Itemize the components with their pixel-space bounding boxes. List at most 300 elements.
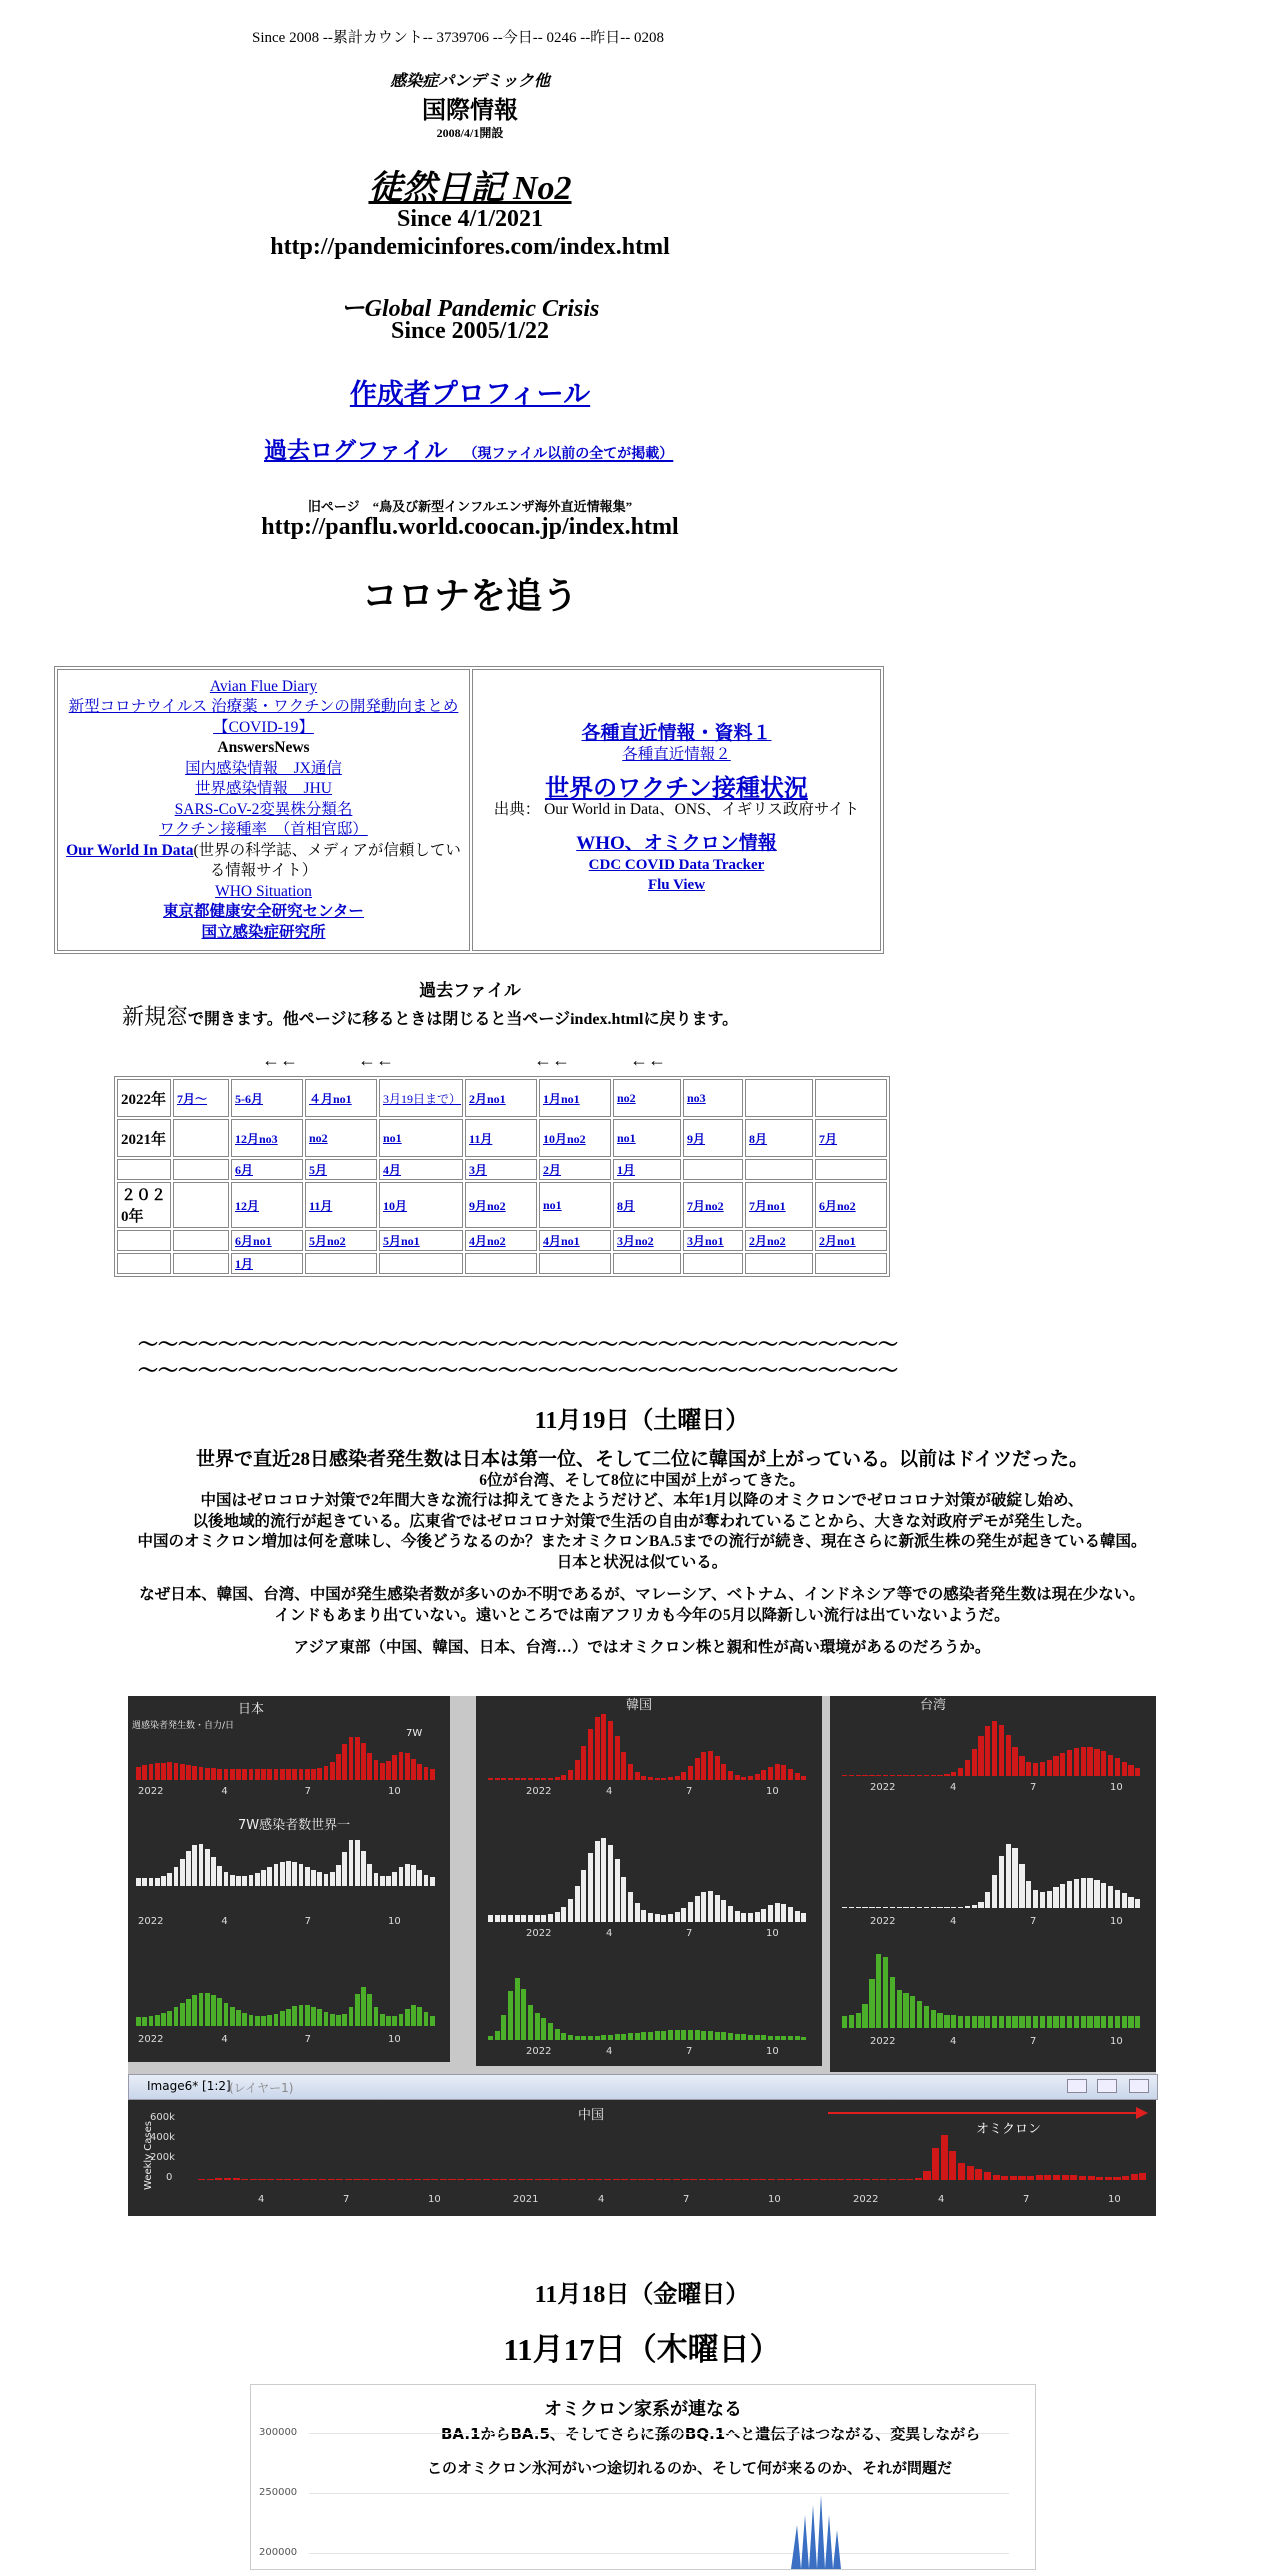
archive-row <box>117 1253 887 1274</box>
korea-bar <box>581 1746 586 1780</box>
korea-green-bar <box>768 2036 773 2040</box>
taiwan-white-bar <box>1081 1878 1086 1908</box>
image-window-titlebar[interactable] <box>128 2074 1158 2100</box>
archive-row <box>117 1119 887 1157</box>
korea-bar <box>721 1764 726 1780</box>
korea-green-bar <box>541 2018 546 2040</box>
korea-white-bar <box>801 1913 806 1922</box>
taiwan-green-bar <box>869 1979 874 2028</box>
archive-link[interactable]: 1月no1 <box>543 1091 580 1106</box>
taiwan-bar <box>951 1772 956 1776</box>
china-bar <box>543 2179 550 2180</box>
link-world-vaccine[interactable]: 世界のワクチン接種状況 <box>545 776 808 803</box>
china-bar <box>1139 2173 1146 2180</box>
korea-bar <box>661 1778 666 1780</box>
vaccine-source: 出典： Our World in Data、ONS、イギリス政府サイト <box>493 800 860 818</box>
taiwan-white-bar <box>849 1907 854 1908</box>
japan-death-bar <box>161 2013 166 2026</box>
korea-bar <box>601 1714 606 1780</box>
korea-green-bar <box>755 2035 760 2040</box>
archive-cell <box>231 1182 303 1228</box>
archive-link[interactable]: no2 <box>617 1090 636 1105</box>
archive-link[interactable]: 5月no1 <box>383 1234 420 1248</box>
archive-link[interactable]: 3月 <box>469 1163 488 1177</box>
japan-title: 日本 <box>238 1702 265 1717</box>
china-x-label: 10 <box>428 2194 441 2205</box>
taiwan-green-bar <box>1094 2016 1099 2028</box>
korea-bar <box>628 1764 633 1780</box>
archive-cell <box>683 1230 743 1251</box>
arrow-left-1: ←← <box>262 1050 298 1070</box>
nov19-line-1: 世界で直近28日感染者発生数は日本は第一位、そして二位に韓国が上がっている。以前はドイツだった。 <box>195 1449 1089 1470</box>
taiwan-white-bar <box>890 1907 895 1908</box>
china-bar <box>457 2179 464 2180</box>
korea-bar <box>741 1777 746 1780</box>
japan-bar <box>367 1753 372 1780</box>
archive-link[interactable]: 4月no1 <box>543 1234 580 1248</box>
china-bar <box>699 2179 706 2180</box>
link-variant-names[interactable]: SARS-CoV-2変異株分類名 <box>174 800 353 818</box>
korea-green-bar <box>595 2036 600 2040</box>
archive-link[interactable]: 12月no3 <box>235 1131 278 1146</box>
china-bar <box>794 2179 801 2180</box>
china-bar <box>768 2179 775 2180</box>
korea-white-bar <box>495 1915 500 1922</box>
korea-green-x-label: 10 <box>766 2046 779 2057</box>
japan-death-bar <box>192 1995 197 2026</box>
world-bar <box>236 1876 241 1886</box>
japan-death-bar <box>355 1994 360 2026</box>
korea-white-bar <box>788 1907 793 1922</box>
china-bar <box>733 2179 740 2180</box>
taiwan-white-bar <box>937 1907 942 1908</box>
archive-link[interactable]: 7月 <box>819 1131 838 1146</box>
korea-white-bar <box>521 1915 526 1922</box>
archive-link[interactable]: no1 <box>383 1130 402 1145</box>
korea-green-bar <box>715 2032 720 2040</box>
china-x-label: 7 <box>683 2194 690 2205</box>
korea-white-bar <box>675 1912 680 1922</box>
archive-link[interactable]: 4月 <box>383 1163 402 1177</box>
taiwan-green-bar <box>1006 2016 1011 2028</box>
gpc-text: ーGlobal Pandemic Crisis <box>340 296 600 322</box>
world-x-label: 7 <box>304 1916 312 1927</box>
taiwan-white-bar <box>965 1906 970 1908</box>
korea-white-bar <box>701 1892 706 1922</box>
profile-link[interactable]: 作成者プロフィール <box>349 379 591 409</box>
taiwan-bar <box>1060 1753 1065 1776</box>
links-left-cell <box>57 669 470 951</box>
archive-link[interactable]: 7月no1 <box>749 1198 786 1213</box>
korea-white-bar <box>748 1913 753 1922</box>
china-bar <box>993 2175 1000 2180</box>
archive-cell <box>815 1253 887 1274</box>
taiwan-white-bar <box>978 1902 983 1908</box>
korea-white-bar <box>648 1913 653 1922</box>
taiwan-x-label: 2022 <box>870 1782 896 1793</box>
korea-green-bar <box>568 2035 573 2040</box>
china-y-0: 0 <box>166 2172 173 2183</box>
owid-note-2: る情報サイト） <box>209 862 318 880</box>
archive-link[interactable]: 10月no2 <box>543 1131 586 1146</box>
link-niid[interactable]: 国立感染症研究所 <box>201 923 326 941</box>
korea-bar <box>621 1752 626 1780</box>
link-who-omicron[interactable]: WHO、オミクロン情報 <box>576 833 777 855</box>
taiwan-green-bar <box>1033 2016 1038 2028</box>
china-y-400k: 400k <box>150 2132 175 2143</box>
visitor-counter: Since 2008 --累計カウント-- 3739706 --今日-- 0246 --昨日-- 0208 <box>252 30 665 46</box>
korea-green-bar <box>675 2030 680 2040</box>
minimize-icon[interactable] <box>1067 2079 1087 2093</box>
link-cdc-tracker[interactable]: CDC COVID Data Tracker <box>588 856 765 873</box>
new-window-note <box>122 1000 738 1031</box>
korea-green-bar <box>741 2034 746 2040</box>
arrow-left-3: ←← <box>534 1050 570 1070</box>
archive-link[interactable]: 7月no2 <box>687 1198 724 1213</box>
archive-cell <box>683 1079 743 1117</box>
taiwan-white-bar <box>1026 1881 1031 1908</box>
archive-link[interactable]: 3月no1 <box>687 1234 724 1248</box>
taiwan-white-x-label: 10 <box>1110 1916 1123 1927</box>
china-bar <box>345 2179 352 2180</box>
china-bar <box>647 2179 654 2180</box>
korea-x-label: 4 <box>606 1786 613 1797</box>
korea-bar <box>701 1752 706 1780</box>
archive-cell <box>539 1230 611 1251</box>
lineage-y-250000: 250000 <box>259 2487 298 2498</box>
archive-link[interactable]: no1 <box>617 1130 636 1145</box>
korea-white-bar <box>661 1915 666 1922</box>
since-2005: Since 2005/1/22 <box>390 318 549 344</box>
archive-link[interactable]: 5月no2 <box>309 1234 346 1248</box>
korea-green-bar <box>635 2033 640 2040</box>
china-bar <box>207 2179 214 2180</box>
link-info-2[interactable]: 各種直近情報２ <box>622 745 731 763</box>
archive-cell <box>815 1079 887 1117</box>
taiwan-green-bar <box>978 2016 983 2028</box>
japan-death-bar <box>424 2012 429 2026</box>
taiwan-green-bar <box>1019 2016 1024 2028</box>
archive-cell <box>231 1159 303 1180</box>
china-x-label: 2021 <box>513 2194 539 2205</box>
korea-white-bar <box>588 1853 593 1922</box>
taiwan-x-label: 7 <box>1030 1782 1037 1793</box>
japan-bar <box>424 1767 429 1780</box>
archive-link[interactable]: no2 <box>309 1130 328 1145</box>
korea-white-bar <box>695 1896 700 1922</box>
korea-bar <box>495 1778 500 1780</box>
taiwan-white-bar <box>1040 1892 1045 1908</box>
archive-link[interactable]: no1 <box>543 1197 562 1212</box>
archive-link[interactable]: 6月no1 <box>235 1234 272 1248</box>
link-jx-tsushin[interactable]: 国内感染情報 JX通信 <box>185 759 342 777</box>
world-bar <box>386 1876 391 1886</box>
china-bar <box>284 2179 291 2180</box>
taiwan-white-bar <box>876 1907 881 1908</box>
world-bar <box>249 1875 254 1886</box>
korea-white-bar <box>635 1903 640 1922</box>
china-bar <box>423 2179 430 2180</box>
japan-bar <box>299 1769 304 1780</box>
china-x-label: 4 <box>258 2194 265 2205</box>
archive-link[interactable]: 6月 <box>235 1163 254 1177</box>
archive-cell <box>539 1119 611 1157</box>
archive-link[interactable]: 2月 <box>543 1163 562 1177</box>
china-bar <box>638 2179 645 2180</box>
archive-cell <box>465 1159 537 1180</box>
taiwan-white-bar <box>897 1907 902 1908</box>
japan-x-label: 2022 <box>138 1786 164 1797</box>
archive-link[interactable]: ４月no1 <box>309 1091 352 1106</box>
taiwan-white-bar <box>958 1907 963 1908</box>
link-info-1[interactable]: 各種直近情報・資料１ <box>581 723 772 745</box>
taiwan-white-bar <box>1067 1881 1072 1908</box>
archive-link[interactable]: 2月no2 <box>749 1234 786 1248</box>
china-bar <box>276 2179 283 2180</box>
china-bar <box>880 2179 887 2180</box>
china-bar <box>561 2179 568 2180</box>
archive-link[interactable]: 5月 <box>309 1163 328 1177</box>
taiwan-bar <box>869 1775 874 1776</box>
china-bar <box>483 2179 490 2180</box>
taiwan-bar <box>883 1775 888 1776</box>
taiwan-bar <box>937 1775 942 1776</box>
china-bar <box>785 2179 792 2180</box>
korea-bar <box>501 1778 506 1780</box>
archive-cell <box>231 1079 303 1117</box>
taiwan-green-bar <box>876 1954 881 2028</box>
date-nov-18: 11月18日（金曜日） <box>534 2282 750 2308</box>
korea-green-bar <box>561 2033 566 2040</box>
korea-green-bar <box>708 2031 713 2040</box>
archive-cell <box>379 1230 463 1251</box>
china-bar <box>1079 2176 1086 2180</box>
japan-bar <box>142 1765 147 1780</box>
korea-bar <box>615 1736 620 1780</box>
taiwan-green-x-label: 2022 <box>870 2036 896 2047</box>
taiwan-white-bar <box>1033 1890 1038 1908</box>
archive-link[interactable]: 8月 <box>617 1198 636 1213</box>
archive-link[interactable]: 10月 <box>383 1198 408 1213</box>
taiwan-white-bar <box>924 1907 929 1908</box>
japan-bar <box>199 1767 204 1780</box>
archive-link[interactable]: 1月 <box>235 1257 254 1271</box>
archive-cell <box>173 1119 229 1157</box>
past-log-link[interactable] <box>264 438 673 463</box>
japan-death-bar <box>405 2009 410 2026</box>
taiwan-white-bar <box>1019 1864 1024 1908</box>
world-x-label: 2022 <box>138 1916 164 1927</box>
china-title: 中国 <box>578 2108 605 2123</box>
korea-bar <box>588 1729 593 1780</box>
taiwan-green-bar <box>972 2016 977 2028</box>
archive-link[interactable]: no3 <box>687 1090 706 1105</box>
link-vaccination-rate[interactable]: ワクチン接種率 （首相官邸） <box>159 821 368 839</box>
japan-death-bar <box>392 2016 397 2026</box>
archive-cell <box>379 1119 463 1157</box>
china-bar <box>250 2179 257 2180</box>
korea-green-bar <box>748 2035 753 2040</box>
world-bar <box>186 1851 191 1886</box>
taiwan-bar <box>1006 1735 1011 1776</box>
profile-link-wrap <box>0 372 940 411</box>
china-bar <box>958 2163 965 2180</box>
taiwan-green-bar <box>903 1993 908 2028</box>
china-bar <box>1131 2174 1138 2180</box>
china-bar <box>1053 2175 1060 2180</box>
japan-bar <box>267 1769 272 1780</box>
taiwan-green-bar <box>910 1996 915 2028</box>
archive-cell <box>539 1159 611 1180</box>
lineage-peaks <box>791 2475 851 2569</box>
nov19-line-9: アジア東部（中国、韓国、日本、台湾…）ではオミクロン株と親和性が高い環境があるのだろうか。 <box>293 1639 991 1656</box>
archive-cell <box>683 1253 743 1274</box>
link-avian-flu-diary[interactable]: Avian Flue Diary <box>209 677 318 695</box>
diary-title: 徒然日記 No2 <box>368 170 572 207</box>
archive-link[interactable]: 5-6月 <box>235 1091 263 1106</box>
taiwan-green-bar <box>856 2013 861 2028</box>
japan-bar <box>374 1760 379 1780</box>
world-bar <box>174 1867 179 1886</box>
china-bar <box>233 2178 240 2180</box>
taiwan-bar <box>856 1775 861 1776</box>
korea-bar <box>775 1764 780 1780</box>
korea-white-bar <box>741 1913 746 1922</box>
taiwan-white-bar <box>910 1907 915 1908</box>
window-layer: (レイヤー1) <box>229 2081 294 2095</box>
taiwan-bar <box>985 1726 990 1776</box>
archive-cell <box>815 1230 887 1251</box>
china-bar <box>854 2179 861 2180</box>
lineage-peak-shape <box>791 2495 841 2569</box>
archive-cell <box>231 1253 303 1274</box>
archive-cell <box>465 1182 537 1228</box>
china-bar <box>1113 2177 1120 2180</box>
archive-link[interactable]: 3月no2 <box>617 1234 654 1248</box>
korea-white-bar <box>728 1906 733 1922</box>
link-who-situation[interactable]: WHO Situation <box>215 882 312 900</box>
korea-green-bar <box>501 2015 506 2040</box>
archive-link[interactable]: 11月 <box>309 1198 333 1213</box>
korea-white-bar <box>681 1908 686 1922</box>
taiwan-green-bar <box>917 2001 922 2028</box>
japan-x-label: 7 <box>304 1786 312 1797</box>
korea-green-bar <box>661 2031 666 2040</box>
archive-link[interactable]: 2月no1 <box>819 1234 856 1248</box>
maximize-icon[interactable] <box>1097 2079 1117 2093</box>
close-icon[interactable] <box>1129 2079 1149 2093</box>
korea-bar <box>655 1778 660 1780</box>
taiwan-bar <box>1026 1762 1031 1776</box>
china-bar <box>941 2135 948 2180</box>
japan-death-bar <box>361 1987 366 2026</box>
korea-white-bar <box>501 1915 506 1922</box>
old-page-label: 旧ページ “鳥及び新型インフルエンザ海外直近情報集” <box>307 499 633 514</box>
taiwan-white-bar <box>1094 1880 1099 1908</box>
taiwan-green-bar <box>951 2015 956 2028</box>
korea-bar <box>508 1778 513 1780</box>
japan-death-bar <box>411 2005 416 2026</box>
archive-link[interactable]: 1月 <box>617 1163 636 1177</box>
korea-bar <box>555 1777 560 1780</box>
china-bar <box>725 2179 732 2180</box>
china-bar <box>552 2179 559 2180</box>
japan-death-bar <box>417 2007 422 2026</box>
world-bar <box>180 1859 185 1886</box>
archive-cell <box>305 1119 377 1157</box>
taiwan-green-x-label: 7 <box>1030 2036 1037 2047</box>
archive-link[interactable]: 11月 <box>469 1131 493 1146</box>
link-tokyo-health[interactable]: 東京都健康安全研究センター <box>163 903 364 921</box>
link-jhu[interactable]: 世界感染情報 JHU <box>195 780 332 798</box>
taiwan-bar <box>1053 1756 1058 1776</box>
china-bar <box>595 2179 602 2180</box>
korea-white-bar <box>541 1915 546 1922</box>
lineage-grid-3 <box>309 2553 1009 2554</box>
korea-x-label: 10 <box>766 1786 779 1797</box>
world-bar <box>136 1878 141 1886</box>
archive-link[interactable]: 9月no2 <box>469 1198 506 1213</box>
taiwan-green-bar <box>1053 2016 1058 2028</box>
korea-white-bar <box>688 1902 693 1922</box>
archive-link[interactable]: 6月no2 <box>819 1198 856 1213</box>
archive-year: 2022年 <box>117 1079 171 1117</box>
china-bar <box>310 2179 317 2180</box>
archive-link[interactable]: 12月 <box>235 1198 260 1213</box>
world-bar <box>330 1872 335 1886</box>
korea-white-bar <box>761 1909 766 1922</box>
archive-link[interactable]: 9月 <box>687 1131 706 1146</box>
korea-green-bar <box>581 2036 586 2040</box>
japan-death-bar <box>174 2007 179 2026</box>
china-x-label: 2022 <box>853 2194 879 2205</box>
china-bar <box>198 2179 205 2180</box>
link-covid-treatment[interactable]: 新型コロナウイルス 治療薬・ワクチンの開発動向まとめ <box>68 698 459 716</box>
archive-link[interactable]: 8月 <box>749 1131 768 1146</box>
new-window-text: で開きます。他ページに移るときは閉じると当ページindex.htmlに戻ります。 <box>188 1011 739 1028</box>
china-bar <box>1010 2176 1017 2180</box>
china-bar <box>716 2179 723 2180</box>
world-bar <box>324 1874 329 1886</box>
archive-cell <box>465 1253 537 1274</box>
china-bar <box>379 2179 386 2180</box>
japan-bar <box>180 1764 185 1780</box>
past-log-label: 過去ログファイル <box>264 438 448 463</box>
world-bar <box>399 1867 404 1886</box>
china-bar <box>518 2179 525 2180</box>
archive-link[interactable]: 3月19日まで） <box>383 1091 462 1106</box>
japan-death-x-label: 4 <box>221 2034 228 2045</box>
archive-link[interactable]: 7月～ <box>177 1091 208 1106</box>
china-bar <box>474 2179 481 2180</box>
korea-white-bar <box>488 1915 493 1922</box>
china-x-label: 4 <box>598 2194 605 2205</box>
archive-link[interactable]: 4月no2 <box>469 1234 506 1248</box>
korea-bar <box>608 1721 613 1780</box>
link-flu-view[interactable]: Flu View <box>647 877 706 894</box>
taiwan-bar <box>1128 1765 1133 1776</box>
archive-cell <box>305 1230 377 1251</box>
china-bar <box>267 2179 274 2180</box>
nov19-line-5: 中国のオミクロン増加は何を意味し、今後どうなるのか？またオミクロンBA.5までの流行が続き、現在さらに新派生株の発生が起きている韓国。 <box>137 1533 1147 1550</box>
omicron-label: オミクロン <box>976 2122 1042 2137</box>
link-owid[interactable]: Our World In Data <box>66 841 194 859</box>
link-covid19[interactable]: 【COVID-19】 <box>213 718 314 736</box>
japan-bar <box>392 1755 397 1780</box>
japan-death-bar <box>167 2011 172 2026</box>
japan-death-bar <box>242 2013 247 2026</box>
archive-link[interactable]: 2月no1 <box>469 1091 506 1106</box>
